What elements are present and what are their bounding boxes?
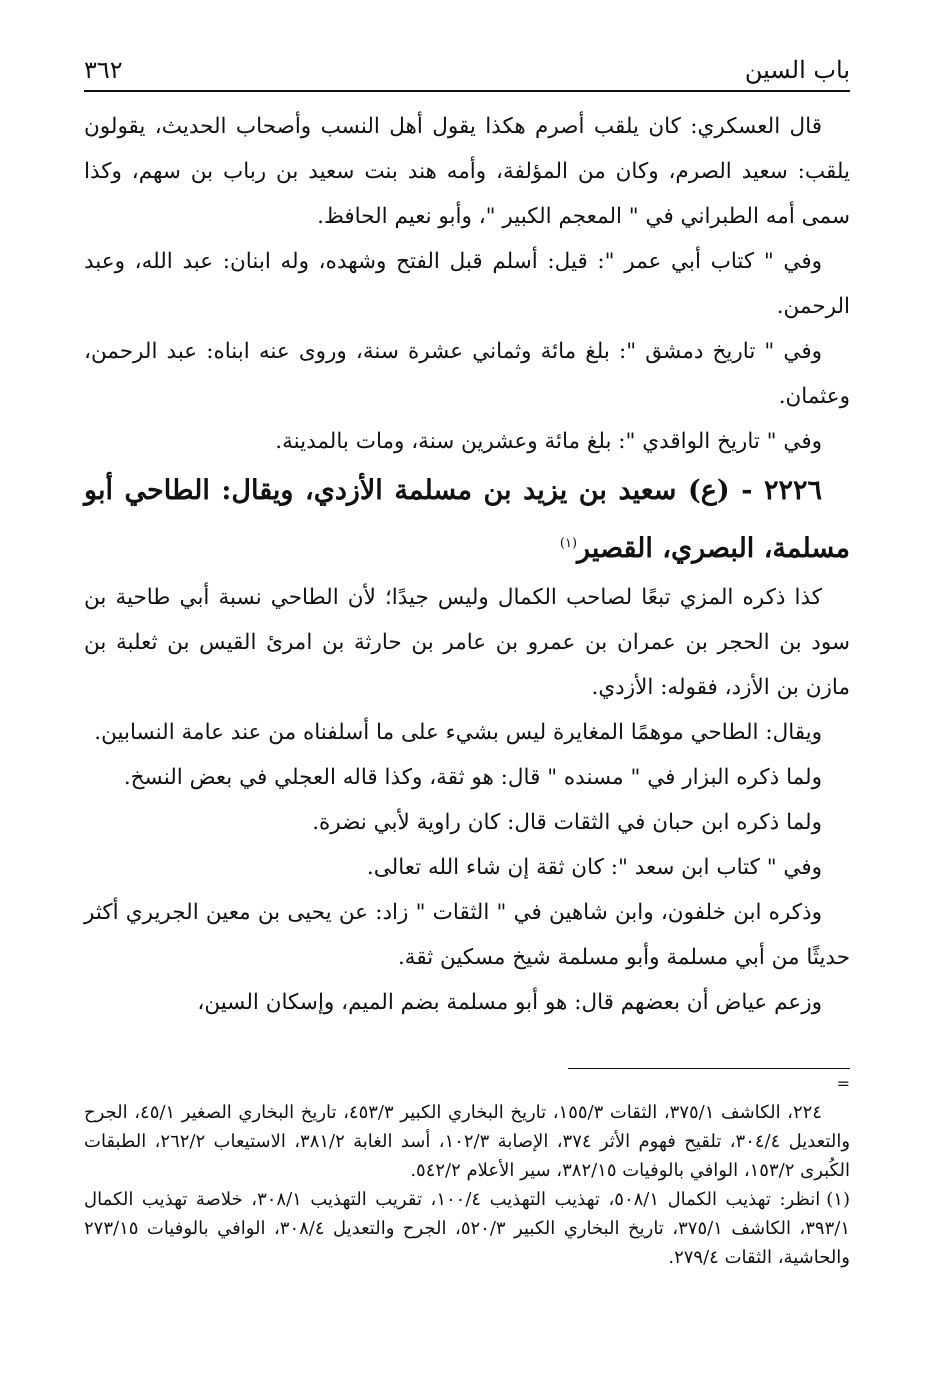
paragraph-askari: قال العسكري: كان يلقب أصرم هكذا يقول أهل النسب وأصحاب الحديث، يقولون يلقب: سعيد الصرم، وكان من المؤلفة، وأمه هند بنت سعيد بن رباب بن سهم، وكذا سمى أمه الطبراني في " المعجم الكبير "، وأبو نعيم الحافظ. (84, 114, 850, 229)
footnote-separator (568, 1068, 850, 1069)
footnotes (84, 1098, 850, 1272)
footnote-reference: (١) (559, 536, 578, 551)
chapter-title: باب السين (744, 56, 850, 84)
book-page (84, 0, 850, 1378)
paragraph-abi-umar: وفي " كتاب أبي عمر ": قيل: أسلم قبل الفتح وشهده، وله ابنان: عبد الله، وعبد الرحمن. (84, 249, 850, 319)
entry-paragraph-ibn-sad: وفي " كتاب ابن سعد ": كان ثقة إن شاء الله تعالى. (366, 855, 822, 880)
entry-paragraph-bazzar: ولما ذكره البزار في " مسنده " قال: هو ثقة، وكذا قاله العجلي في بعض النسخ. (123, 765, 822, 790)
entry-paragraph-ibn-khalfun: وذكره ابن خلفون، وابن شاهين في " الثقات " زاد: عن يحيى بن معين الجريري أكثر حديثًا من أبي مسلمة وأبو مسلمة شيخ مسكين ثقة. (84, 900, 850, 970)
entry-heading-text: ٢٢٢٦ - (ع) سعيد بن يزيد بن مسلمة الأزدي، ويقال: الطاحي أبو مسلمة، البصري، القصير (84, 475, 850, 564)
entry-heading (84, 464, 850, 575)
footnote-continuation: ٢٢٤، الكاشف ٣٧٥/١، الثقات ١٥٥/٣، تاريخ البخاري الكبير ٤٥٣/٣، تاريخ البخاري الصغير ٤٥/١، الجرح والتعديل ٣٠٤/٤، تلقيح فهوم الأثر ٣٧٤، الإصابة ١٠٢/٣، أسد الغابة ٣٨١/٢، الاستيعاب ٢٦٢/٢، الطبقات الكُبرى ١٥٣/٢، الوافي بالوفيات ٣٨٢/١٥، سير الأعلام ٥٤٢/٢. (84, 1102, 851, 1181)
paragraph-dimashq: وفي " تاريخ دمشق ": بلغ مائة وثماني عشرة سنة، وروى عنه ابناه: عبد الرحمن، وعثمان. (84, 339, 850, 409)
entry-paragraph-mughayara: ويقال: الطاحي موهمًا المغايرة ليس بشيء على ما أسلفناه من عند عامة النسابين. (94, 720, 822, 745)
footnote-1 (84, 1185, 850, 1272)
running-header (84, 52, 850, 92)
page-number: ٣٦٢ (84, 56, 123, 84)
footnote-1-number: (١) (826, 1189, 850, 1210)
main-text (84, 104, 850, 1025)
paragraph-waqidi: وفي " تاريخ الواقدي ": بلغ مائة وعشرين سنة، ومات بالمدينة. (275, 429, 822, 454)
entry-paragraph-ibn-hibban: ولما ذكره ابن حبان في الثقات قال: كان راوية لأبي نضرة. (312, 810, 822, 835)
entry-paragraph-nasab: كذا ذكره المزي تبعًا لصاحب الكمال وليس جيدًا؛ لأن الطاحي نسبة أبي طاحية بن سود بن الحجر بن عمران بن عمرو بن عامر بن حارثة بن امرئ القيس بن ثعلبة بن مازن بن الأزد، فقوله: الأزدي. (84, 585, 850, 700)
entry-paragraph-iyad: وزعم عياض أن بعضهم قال: هو أبو مسلمة بضم الميم، وإسكان السين، (197, 990, 822, 1015)
footnote-continuation-mark: = (836, 1074, 850, 1093)
footnote-1-text: انظر: تهذيب الكمال ٥٠٨/١، تهذيب التهذيب ١٠٠/٤، تقريب التهذيب ٣٠٨/١، خلاصة تهذيب الكمال ٣٩٣/١، الكاشف ٣٧٥/١، تاريخ البخاري الكبير ٥٢٠/٣، الجرح والتعديل ٣٠٨/٤، الوافي بالوفيات ٢٧٣/١٥ والحاشية، الثقات ٢٧٩/٤. (84, 1189, 850, 1268)
